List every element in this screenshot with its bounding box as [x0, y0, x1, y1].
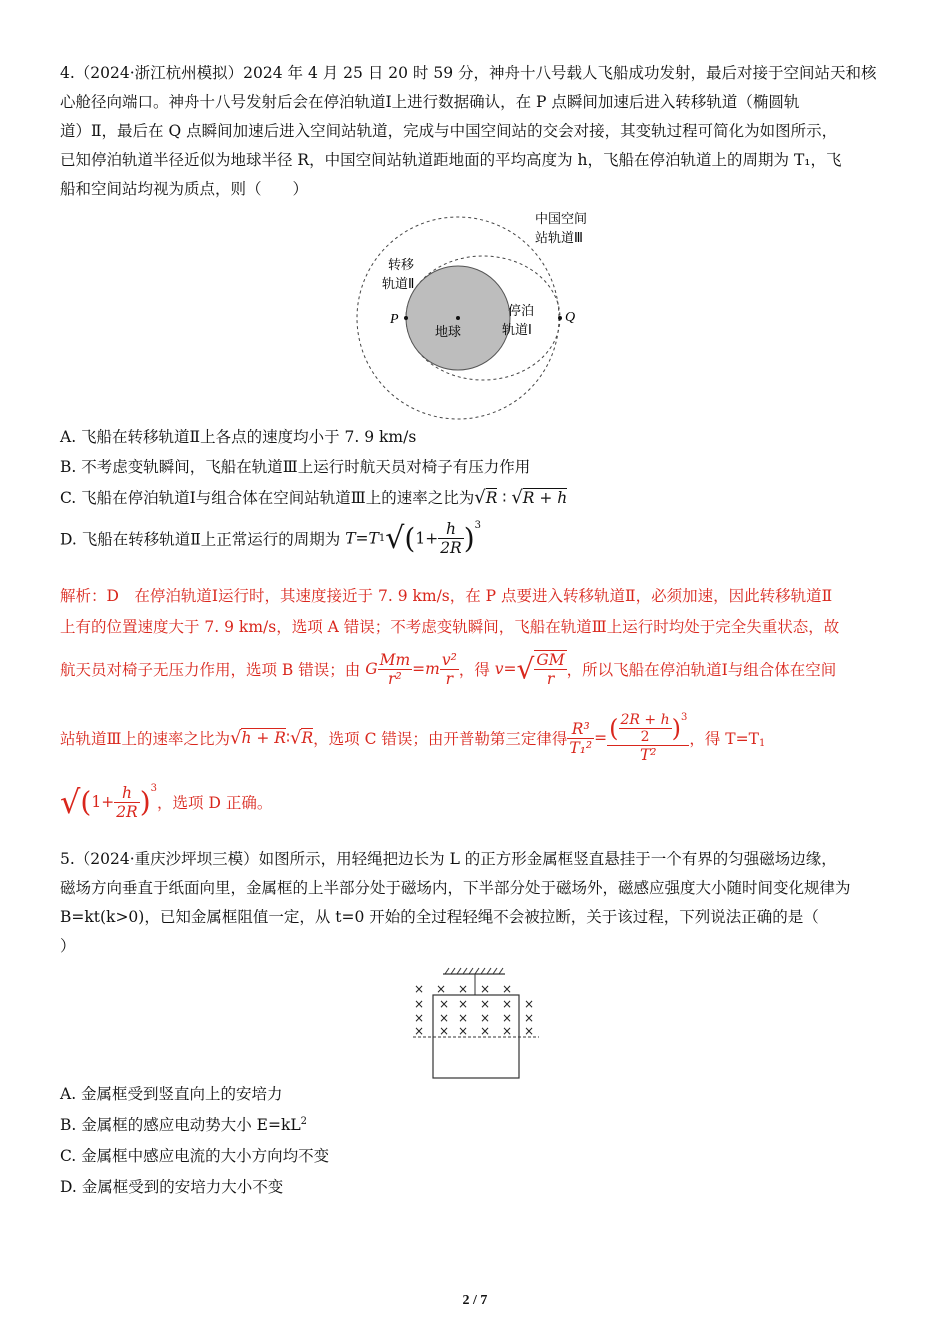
svg-text:×: × [502, 1011, 513, 1025]
d-one: 1+ [415, 529, 439, 548]
sqrt-icon: √ [229, 727, 242, 749]
earth-center-dot [456, 316, 460, 320]
q4-line-4: 已知停泊轨道半径近似为地球半径 R，中国空间站轨道距地面的平均高度为 h，飞船在停泊轨道上的周期为 T₁，飞 [60, 151, 842, 169]
q4-option-c [60, 486, 567, 508]
label-p: P [390, 312, 399, 327]
analysis-4-text-a: 站轨道Ⅲ上的速率之比为 [60, 730, 230, 748]
svg-text:×: × [458, 997, 469, 1011]
q5-option-a: A. 金属框受到竖直向上的安培力 [60, 1085, 283, 1103]
analysis-4-eq: = [594, 729, 608, 747]
q5-line-1: 5.（2024·重庆沙坪坝三模）如图所示，用轻绳把边长为 L 的正方形金属框竖直悬挂于一个有界的匀强磁场边缘， [60, 850, 837, 868]
analysis-3-frac-mm [378, 651, 413, 688]
svg-text:×: × [439, 1024, 450, 1038]
analysis-4-r3: R³ [567, 720, 594, 739]
svg-text:×: × [502, 1024, 513, 1038]
q5-option-b-sup: 2 [300, 1115, 308, 1127]
svg-text:×: × [458, 1024, 469, 1038]
label-parking-orbit-2: 轨道Ⅰ [502, 323, 532, 338]
analysis-4-frac-big [607, 712, 689, 764]
orbit-diagram [355, 205, 595, 420]
paren-open: ( [80, 785, 92, 819]
d-fraction [438, 520, 464, 557]
analysis-5-frac [114, 784, 140, 821]
svg-text:×: × [524, 997, 535, 1011]
paren-close: ) [139, 785, 151, 819]
q4-option-c-radicand-2: R + h [522, 489, 568, 507]
svg-text:×: × [414, 1024, 425, 1038]
svg-text:×: × [502, 982, 513, 996]
q4-option-d-text: D. 飞船在转移轨道Ⅱ上正常运行的周期为 [60, 530, 346, 549]
ceiling-hatch [445, 968, 503, 974]
label-transfer-orbit-2: 轨道Ⅱ [382, 277, 415, 292]
q4-line-5: 船和空间站均视为质点，则（ ） [60, 180, 309, 198]
analysis-3-g: G [365, 660, 378, 678]
analysis-5-2r: 2R [116, 802, 138, 821]
analysis-line-3 [60, 650, 836, 688]
analysis-3-text-c: ，所以飞船在停泊轨道Ⅰ与组合体在空间 [566, 661, 837, 679]
analysis-4-sub: 1 [758, 738, 766, 750]
label-station-orbit-1: 中国空间 [535, 212, 588, 227]
analysis-4-2rh: 2R + h [620, 712, 670, 728]
d-eq: = [355, 529, 369, 548]
svg-text:×: × [480, 1011, 491, 1025]
svg-text:×: × [480, 997, 491, 1011]
d-t1: T [368, 529, 379, 548]
svg-text:×: × [524, 1011, 535, 1025]
sqrt-icon: √ [289, 727, 302, 749]
analysis-3-v2: v² [441, 650, 457, 669]
svg-text:×: × [414, 997, 425, 1011]
point-q-dot [558, 316, 562, 320]
q5-option-c: C. 金属框中感应电流的大小方向均不变 [60, 1147, 330, 1165]
paren-open: ( [404, 522, 416, 555]
sqrt-icon: √ [516, 652, 535, 686]
q5-option-b-text: B. 金属框的感应电动势大小 E=kL [60, 1116, 301, 1134]
svg-text:×: × [439, 1011, 450, 1025]
q5-line-4: ） [60, 937, 76, 955]
analysis-3-m: m [425, 660, 440, 678]
analysis-3-text-a: 航天员对椅子无压力作用，选项 B 错误；由 [60, 661, 366, 679]
q5-option-d: D. 金属框受到的安培力大小不变 [60, 1178, 284, 1196]
analysis-line-2: 上有的位置速度大于 7. 9 km/s，选项 A 错误；不考虑变轨瞬间，飞船在轨道Ⅲ上运行时均处于完全失重状态，故 [60, 618, 840, 636]
sqrt-icon: √ [511, 487, 523, 508]
analysis-4-text-b: ，选项 C 错误；由开普勒第三定律得 [313, 730, 568, 748]
analysis-4-frac-r3 [567, 720, 594, 757]
q4-option-c-text: C. 飞船在停泊轨道Ⅰ与组合体在空间站轨道Ⅲ上的速率之比为 [60, 489, 475, 507]
sqrt-icon: √ [474, 487, 486, 508]
q5-line-3: B=kt(k>0)，已知金属框阻值一定，从 t=0 开始的全过程轻绳不会被拉断，关于该过程，下列说法正确的是（ [60, 908, 819, 926]
q5-line-2: 磁场方向垂直于纸面向里，金属框的上半部分处于磁场内，下半部分处于磁场外，磁感应强度大小随时间变化规律为 [60, 879, 851, 897]
analysis-line-4 [60, 712, 765, 764]
analysis-3-frac-gm [534, 650, 566, 688]
analysis-line-5 [60, 783, 272, 821]
svg-text:×: × [502, 997, 513, 1011]
magnetic-frame-diagram [405, 965, 545, 1080]
q4-line-2: 心舱径向端口。神舟十八号发射后会在停泊轨道Ⅰ上进行数据确认，在 P 点瞬间加速后进入转移轨道（椭圆轨 [60, 93, 800, 111]
analysis-3-frac-v [440, 651, 459, 688]
d-h: h [438, 520, 464, 539]
analysis-3-r2: r² [388, 669, 402, 688]
d-2r: 2R [440, 539, 462, 557]
sqrt-icon: √ [60, 783, 81, 821]
q4-line-1: 4.（2024·浙江杭州模拟）2024 年 4 月 25 日 20 时 59 分，神舟十八号载人飞船成功发射，最后对接于空间站天和核 [60, 64, 877, 82]
svg-text:×: × [414, 982, 425, 996]
label-earth: 地球 [435, 325, 462, 340]
d-t1-sub: 1 [378, 533, 386, 544]
analysis-4-radicand-1: h + R [241, 729, 286, 747]
point-p-dot [404, 316, 408, 320]
svg-text:×: × [480, 1024, 491, 1038]
svg-text:×: × [458, 1011, 469, 1025]
field-crosses [414, 982, 534, 1038]
svg-text:×: × [439, 997, 450, 1011]
q4-option-b: B. 不考虑变轨瞬间，飞船在轨道Ⅲ上运行时航天员对椅子有压力作用 [60, 458, 531, 476]
analysis-3-text-b: ，得 [458, 661, 495, 679]
label-q: Q [565, 310, 576, 325]
d-pow: 3 [474, 520, 482, 531]
analysis-line-1: 解析：D 在停泊轨道Ⅰ运行时，其速度接近于 7. 9 km/s，在 P 点要进入转移轨道Ⅱ，必须加速，因此转移轨道Ⅱ [60, 587, 833, 605]
analysis-3-gm: GM [536, 651, 565, 669]
analysis-4-t2: T² [639, 746, 657, 764]
q4-option-c-colon: ∶ [502, 489, 507, 507]
svg-text:×: × [458, 982, 469, 996]
label-station-orbit-2: 站轨道Ⅲ [535, 231, 583, 246]
analysis-4-radicand-2: R [301, 729, 314, 747]
analysis-5-p3: 3 [150, 783, 158, 794]
analysis-3-r-b: r [546, 670, 555, 688]
page-number: 2 / 7 [462, 1293, 488, 1308]
q4-option-a: A. 飞船在转移轨道Ⅱ上各点的速度均小于 7. 9 km/s [60, 428, 417, 446]
q4-option-c-radicand-1: R [485, 489, 498, 507]
q4-option-d [60, 520, 481, 557]
svg-text:×: × [524, 1024, 535, 1038]
analysis-5-h: h [114, 784, 140, 803]
analysis-3-eq2: = [503, 660, 517, 678]
analysis-5-end: ，选项 D 正确。 [157, 794, 273, 812]
analysis-4-p3: 3 [680, 712, 688, 723]
analysis-3-r: r [445, 669, 454, 688]
d-t: T [345, 529, 356, 548]
sqrt-icon: √ [385, 521, 405, 556]
analysis-3-mm: Mm [379, 650, 411, 669]
q5-option-b [60, 1113, 307, 1135]
q4-line-3: 道）Ⅱ，最后在 Q 点瞬间加速后进入空间站轨道，完成与中国空间站的交会对接，其变轨过程可简化为如图所示， [60, 122, 838, 140]
analysis-4-two: 2 [640, 729, 650, 745]
paren-close: ) [463, 522, 475, 555]
analysis-4-colon: ∶ [285, 729, 290, 747]
label-transfer-orbit-1: 转移 [388, 258, 415, 273]
analysis-4-t12: T₁² [569, 738, 593, 757]
analysis-3-eq: = [412, 660, 426, 678]
analysis-4-big-num: ( $\frac{2R + h}{2}$ )$^3$ [609, 712, 688, 745]
analysis-4-text-c: ，得 T=T [689, 730, 759, 748]
svg-text:×: × [480, 982, 491, 996]
analysis-5-one: 1+ [91, 793, 115, 811]
analysis-3-v: v [494, 660, 504, 678]
label-parking-orbit-1: 停泊 [508, 304, 535, 319]
svg-text:×: × [414, 1011, 425, 1025]
svg-text:×: × [436, 982, 447, 996]
